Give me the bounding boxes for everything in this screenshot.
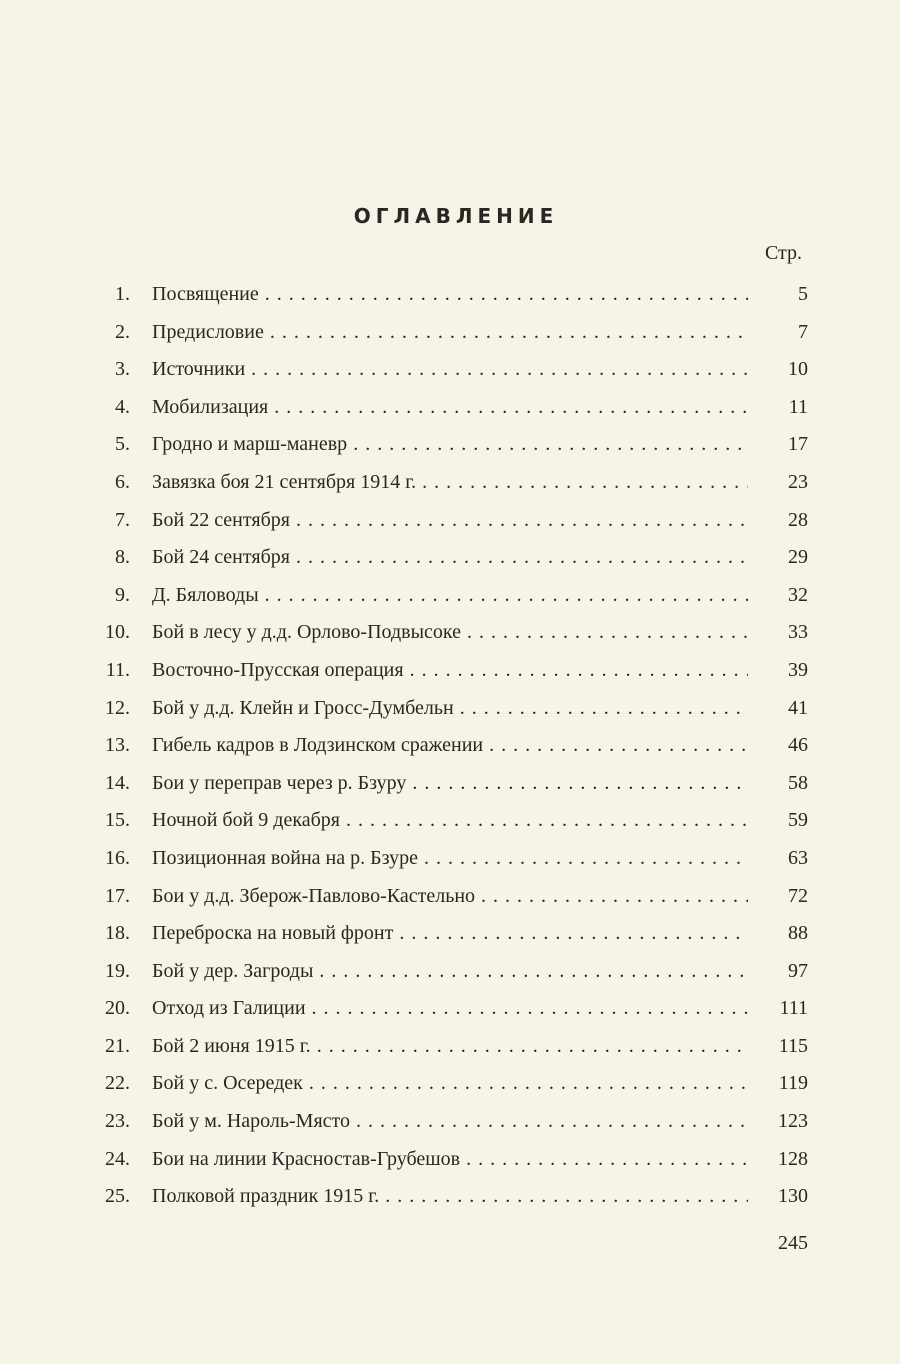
entry-page: 97: [788, 959, 808, 982]
entry-number: 8.: [115, 546, 130, 569]
toc-entry: [96, 618, 808, 656]
toc-entry: [96, 393, 808, 431]
entry-title: Ночной бой 9 декабря . . .: [152, 806, 748, 834]
entry-page: 29: [788, 546, 808, 569]
entry-number: 23.: [105, 1110, 130, 1133]
entry-page: 58: [788, 771, 808, 794]
toc-entry: [96, 694, 808, 732]
entry-page: 123: [778, 1110, 808, 1133]
entry-title: Бой 22 сентября . . .: [152, 506, 748, 534]
entry-number: 2.: [115, 320, 130, 343]
entry-number: 16.: [105, 846, 130, 869]
entry-title: Переброска на новый фронт . . .: [152, 919, 748, 947]
entry-page: 72: [788, 884, 808, 907]
entry-title: Бой 2 июня 1915 г. . . .: [152, 1032, 748, 1060]
entry-page: 63: [788, 846, 808, 869]
toc-entry: [96, 1145, 808, 1183]
entry-title: Бой у д.д. Клейн и Гросс-Думбельн . . .: [152, 694, 748, 722]
entry-page: 23: [788, 470, 808, 493]
toc-entry: [96, 806, 808, 844]
entry-number: 19.: [105, 959, 130, 982]
entry-title: Бои у д.д. Зберож-Павлово-Кастельно . . .: [152, 882, 748, 910]
entry-title: Посвящение . . .: [152, 280, 748, 308]
entry-page: 41: [788, 696, 808, 719]
entry-title: Восточно-Прусская операция . . .: [152, 656, 748, 684]
toc-entry: [96, 919, 808, 957]
entry-page: 128: [778, 1147, 808, 1170]
entry-number: 14.: [105, 771, 130, 794]
entry-title: Мобилизация . . .: [152, 393, 748, 421]
entry-number: 11.: [105, 658, 130, 681]
entry-number: 10.: [105, 621, 130, 644]
page-title: ОГЛАВЛЕНИЕ: [353, 204, 559, 228]
entry-page: 111: [779, 997, 808, 1020]
toc-entry: [96, 731, 808, 769]
entry-title: Предисловие . . .: [152, 318, 748, 346]
entry-title: Полковой праздник 1915 г. . . .: [152, 1182, 748, 1210]
toc-entry: [96, 957, 808, 995]
entry-title: Источники . . .: [152, 355, 748, 383]
toc-entry: [96, 581, 808, 619]
entry-title: Д. Бяловоды . . .: [152, 581, 748, 609]
entry-number: 12.: [105, 696, 130, 719]
entry-number: 17.: [105, 884, 130, 907]
entry-page: 32: [788, 583, 808, 606]
entry-number: 5.: [115, 433, 130, 456]
toc-entry: [96, 1032, 808, 1070]
entry-page: 17: [788, 433, 808, 456]
entry-number: 6.: [115, 470, 130, 493]
entry-number: 13.: [105, 734, 130, 757]
entry-number: 24.: [105, 1147, 130, 1170]
toc-entry: [96, 430, 808, 468]
entry-title: Бой у м. Нароль-Място . . .: [152, 1107, 748, 1135]
entry-title: Гродно и марш-маневр . . .: [152, 430, 748, 458]
entry-number: 15.: [105, 809, 130, 832]
entry-page: 59: [788, 809, 808, 832]
toc-entry: [96, 355, 808, 393]
entry-number: 1.: [115, 283, 130, 305]
entry-number: 18.: [105, 922, 130, 945]
toc-entry: [96, 994, 808, 1032]
entry-number: 25.: [105, 1185, 130, 1208]
entry-title: Завязка боя 21 сентября 1914 г. . . .: [152, 468, 748, 496]
toc-entry: [96, 318, 808, 356]
entry-title: Бой у дер. Загроды . . .: [152, 957, 748, 985]
entry-page: 39: [788, 658, 808, 681]
entry-page: 115: [778, 1034, 808, 1057]
entry-title: Бой в лесу у д.д. Орлово-Подвысоке . . .: [152, 618, 748, 646]
toc-entry: [96, 543, 808, 581]
toc-entry: [96, 844, 808, 882]
entry-number: 21.: [105, 1034, 130, 1057]
entry-number: 9.: [115, 583, 130, 606]
entry-page: 11: [788, 395, 808, 418]
entry-page: 5: [798, 283, 808, 305]
entry-number: 7.: [115, 508, 130, 531]
entry-page: 33: [788, 621, 808, 644]
entry-number: 4.: [115, 395, 130, 418]
toc-entry: [96, 280, 808, 318]
entry-page: 46: [788, 734, 808, 757]
entry-page: 119: [778, 1072, 808, 1095]
entry-page: 88: [788, 922, 808, 945]
entry-page: 7: [798, 320, 808, 343]
page-number: 245: [778, 1232, 808, 1254]
entry-title: Бои у переправ через р. Бзуру . . .: [152, 769, 748, 797]
entry-number: 3.: [115, 358, 130, 381]
table-of-contents: [96, 280, 808, 1220]
entry-title: Отход из Галиции . . .: [152, 994, 748, 1022]
entry-title: Бой у с. Осередек . . .: [152, 1069, 748, 1097]
entry-title: Позиционная война на р. Бзуре . . .: [152, 844, 748, 872]
toc-entry: [96, 769, 808, 807]
toc-entry: [96, 1182, 808, 1220]
entry-title: Бой 24 сентября . . .: [152, 543, 748, 571]
entry-page: 10: [788, 358, 808, 381]
entry-number: 22.: [105, 1072, 130, 1095]
entry-number: 20.: [105, 997, 130, 1020]
toc-entry: [96, 656, 808, 694]
entry-page: 130: [778, 1185, 808, 1208]
entry-title: Гибель кадров в Лодзинском сражении . . .: [152, 731, 748, 759]
toc-entry: [96, 468, 808, 506]
entry-title: Бои на линии Красностав-Грубешов . . .: [152, 1145, 748, 1173]
toc-entry: [96, 882, 808, 920]
toc-entry: [96, 1107, 808, 1145]
entry-page: 28: [788, 508, 808, 531]
toc-entry: [96, 506, 808, 544]
page-column-label: Стр.: [764, 242, 802, 264]
toc-entry: [96, 1069, 808, 1107]
